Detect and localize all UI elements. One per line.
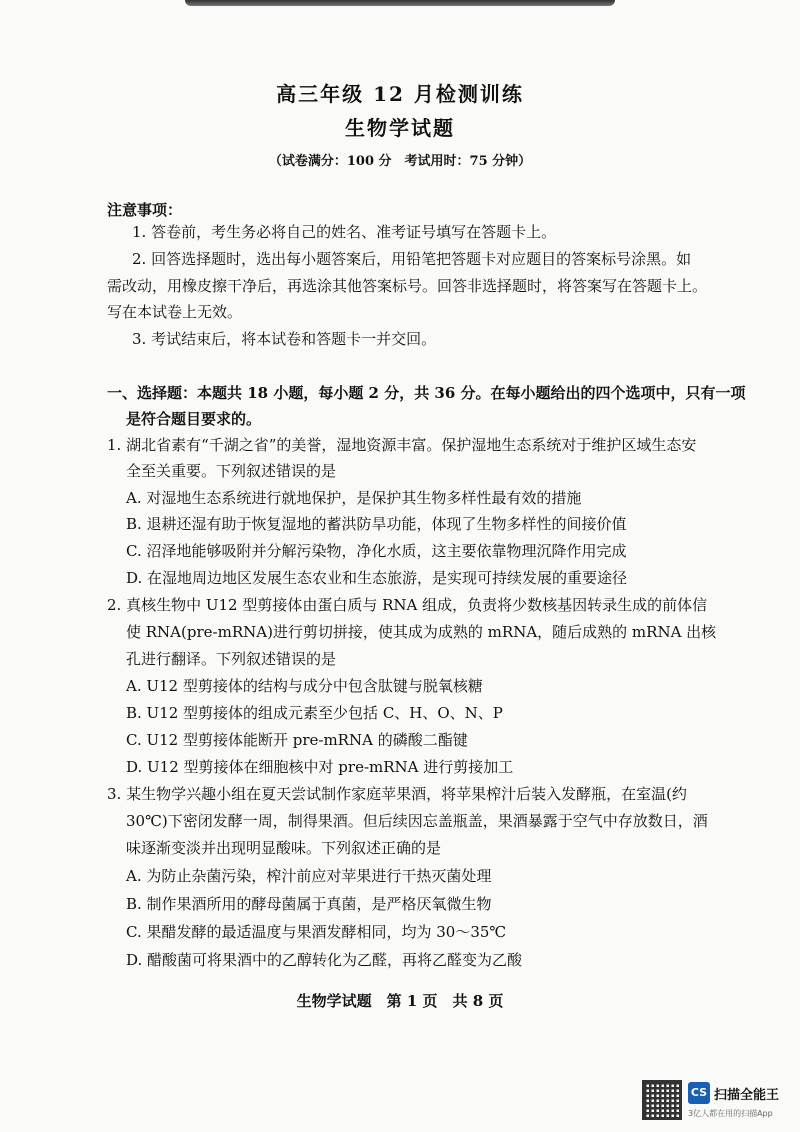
exam-subject: 生物学试题 <box>345 116 455 140</box>
notes-item-2-line-3: 写在本试卷上无效。 <box>107 303 243 321</box>
question-2-stem-1: 2. 真核生物中 U12 型剪接体由蛋白质与 RNA 组成，负责将少数核基因转录生成的前体信 <box>107 596 708 614</box>
question-3-stem-3: 味逐渐变淡并出现明显酸味。下列叙述正确的是 <box>126 839 442 857</box>
exam-title: 高三年级 12 月检测训练 <box>276 82 524 106</box>
scanner-watermark <box>642 1078 792 1126</box>
question-1-stem-2: 全至关重要。下列叙述错误的是 <box>126 462 337 480</box>
question-2-option-b: B. U12 型剪接体的组成元素至少包括 C、H、O、N、P <box>126 704 503 722</box>
question-3-option-a: A. 为防止杂菌污染，榨汁前应对苹果进行干热灭菌处理 <box>126 867 492 885</box>
question-3-stem-1: 3. 某生物学兴趣小组在夏天尝试制作家庭苹果酒，将苹果榨汁后装入发酵瓶，在室温(约 <box>107 785 687 803</box>
question-3-option-d: D. 醋酸菌可将果酒中的乙醇转化为乙醛，再将乙醛变为乙酸 <box>126 951 523 969</box>
question-2-stem-3: 孔进行翻译。下列叙述错误的是 <box>126 650 337 668</box>
question-1-stem-1: 1. 湖北省素有“千湖之省”的美誉，湿地资源丰富。保护湿地生态系统对于维护区域生态安 <box>107 436 697 454</box>
notes-item-2-line-1: 2. 回答选择题时，选出每小题答案后，用铅笔把答题卡对应题目的答案标号涂黑。如 <box>132 250 692 268</box>
question-3-option-b: B. 制作果酒所用的酵母菌属于真菌，是严格厌氧微生物 <box>126 895 492 913</box>
question-1-option-a: A. 对湿地生态系统进行就地保护，是保护其生物多样性最有效的措施 <box>126 489 582 507</box>
question-1-option-c: C. 沼泽地能够吸附并分解污染物，净化水质，这主要依靠物理沉降作用完成 <box>126 542 627 560</box>
question-2-option-a: A. U12 型剪接体的结构与成分中包含肽键与脱氧核糖 <box>126 677 483 695</box>
question-3-option-c: C. 果醋发酵的最适温度与果酒发酵相同，均为 30～35℃ <box>126 923 507 941</box>
watermark-app-name: 扫描全能王 <box>714 1088 780 1103</box>
exam-meta: （试卷满分：100 分 考试用时：75 分钟） <box>268 154 532 169</box>
notes-heading: 注意事项： <box>107 201 183 219</box>
question-1-option-b: B. 退耕还湿有助于恢复湿地的蓄洪防旱功能，体现了生物多样性的间接价值 <box>126 515 627 533</box>
section-heading-line-2: 是符合题目要求的。 <box>126 410 262 428</box>
qr-code-icon <box>642 1080 682 1120</box>
page-footer: 生物学试题 第 1 页 共 8 页 <box>296 992 504 1010</box>
question-2-option-d: D. U12 型剪接体在细胞核中对 pre-mRNA 进行剪接加工 <box>126 758 514 776</box>
watermark-tagline: 3亿人都在用的扫描App <box>688 1109 773 1118</box>
question-1-option-d: D. 在湿地周边地区发展生态农业和生态旅游，是实现可持续发展的重要途径 <box>126 569 628 587</box>
question-2-stem-2: 使 RNA(pre-mRNA)进行剪切拼接，使其成为成熟的 mRNA，随后成熟的 mRNA 出核 <box>126 623 717 641</box>
section-heading-line-1: 一、选择题：本题共 18 小题，每小题 2 分，共 36 分。在每小题给出的四个选项中，只有一项 <box>107 384 746 402</box>
question-2-option-c: C. U12 型剪接体能断开 pre-mRNA 的磷酸二酯键 <box>126 731 468 749</box>
scan-edge-shadow <box>185 0 615 6</box>
question-3-stem-2: 30℃)下密闭发酵一周，制得果酒。但后续因忘盖瓶盖，果酒暴露于空气中存放数日，酒 <box>126 812 708 830</box>
camscanner-logo-icon: CS <box>688 1082 710 1104</box>
notes-item-1: 1. 答卷前，考生务必将自己的姓名、准考证号填写在答题卡上。 <box>132 223 557 241</box>
notes-item-2-line-2: 需改动，用橡皮擦干净后，再选涂其他答案标号。回答非选择题时，将答案写在答题卡上。 <box>107 277 708 295</box>
notes-item-3: 3. 考试结束后，将本试卷和答题卡一并交回。 <box>132 330 437 348</box>
